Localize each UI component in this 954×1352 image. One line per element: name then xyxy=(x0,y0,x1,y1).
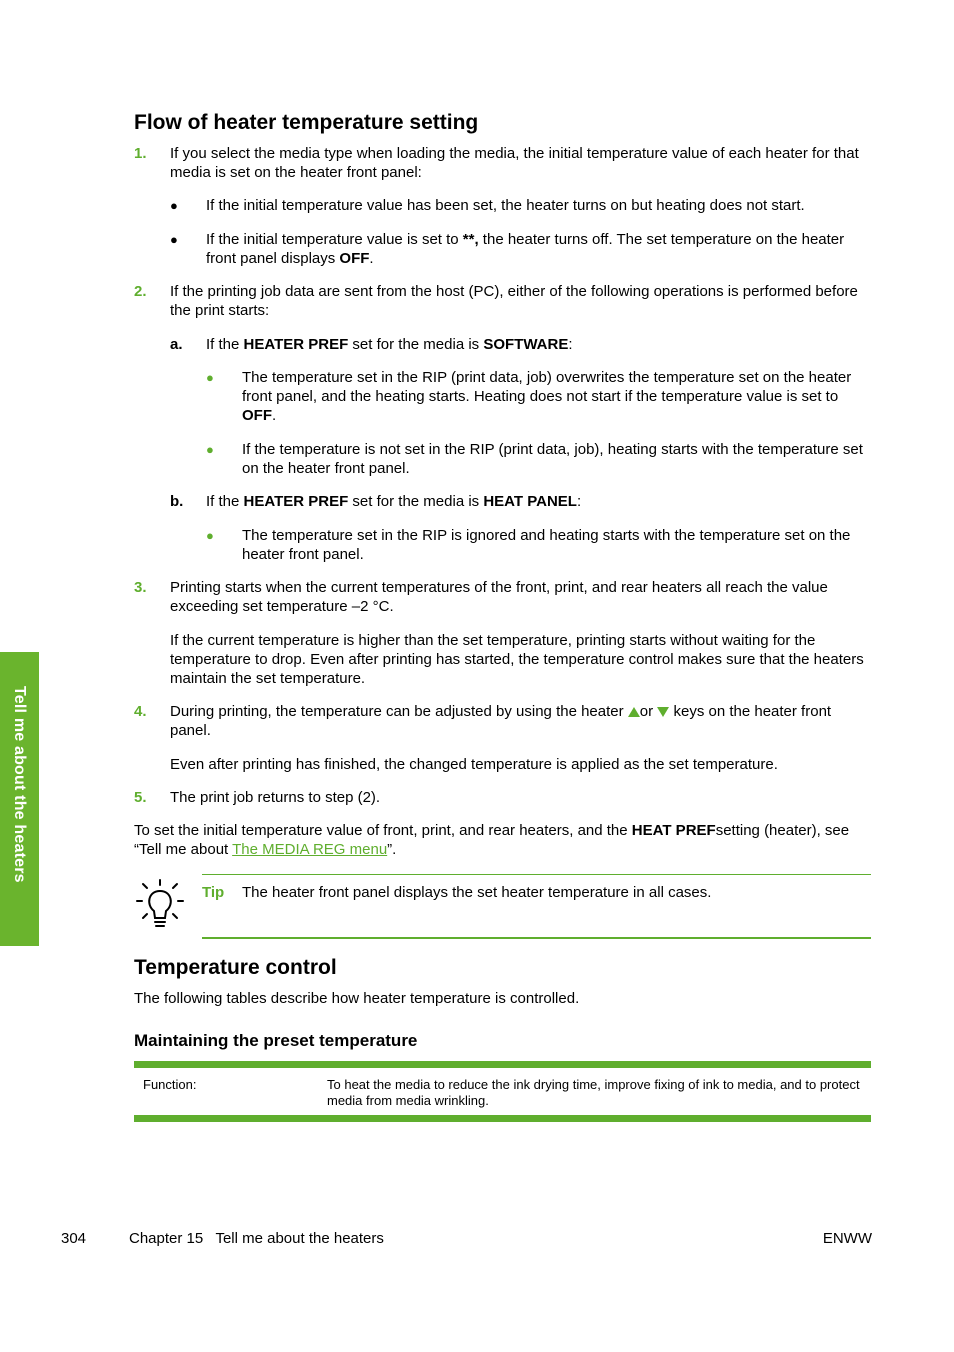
side-tab-label: Tell me about the heaters xyxy=(11,686,28,883)
tip-text: The heater front panel displays the set heater temperature in all cases. xyxy=(242,884,712,901)
step-number-5: 5. xyxy=(134,789,147,806)
media-reg-menu-link[interactable]: The MEDIA REG menu xyxy=(232,841,388,858)
tip-label: Tip xyxy=(202,884,225,901)
green-bullet-icon: ● xyxy=(206,370,214,385)
step-number-4: 4. xyxy=(134,703,147,720)
step-number-1: 1. xyxy=(134,145,147,162)
down-arrow-key-icon xyxy=(657,707,669,717)
green-bullet-icon: ● xyxy=(206,528,214,543)
step-1-bullet-1: If the initial temperature value has been set, the heater turns on but heating does not start. xyxy=(206,197,805,214)
table-top-rule xyxy=(134,1061,871,1068)
step-2-text: If the printing job data are sent from the host (PC), either of the following operations is performed before the print starts: xyxy=(170,283,858,319)
up-arrow-key-icon xyxy=(628,707,640,717)
step-3-text: Printing starts when the current temperatures of the front, print, and rear heaters all reach the value exceeding set temperature –2 °C. xyxy=(170,579,828,615)
substep-b-bullet-1: The temperature set in the RIP is ignored and heating starts with the temperature set on the heater front panel. xyxy=(242,527,851,563)
bullet-icon: ● xyxy=(170,198,178,213)
step-3-paragraph: If the current temperature is higher than the set temperature, printing starts without waiting for the temperature to drop. Even after printing has started, the temperature control makes sure that the heaters maintain the set temperature. xyxy=(170,632,864,687)
substep-b-text: If the HEATER PREF set for the media is HEAT PANEL: xyxy=(206,493,582,510)
table-row-value: To heat the media to reduce the ink drying time, improve fixing of ink to media, and to protect media from media wrinkling. xyxy=(327,1077,860,1108)
step-1-bullet-2: If the initial temperature value is set to **, the heater turns off. The set temperature on the heater front panel displays OFF. xyxy=(206,231,845,267)
green-bullet-icon: ● xyxy=(206,442,214,457)
closing-paragraph: To set the initial temperature value of front, print, and rear heaters, and the HEAT PREFsetting (heater), see “Tell me about The MEDIA REG menu”. xyxy=(134,822,850,858)
footer-chapter: Chapter 15 Tell me about the heaters xyxy=(129,1230,384,1247)
section-title-temperature-control: Temperature control xyxy=(134,956,337,979)
step-5-text: The print job returns to step (2). xyxy=(170,789,381,806)
section-title-flow: Flow of heater temperature setting xyxy=(134,111,479,134)
substep-a-text: If the HEATER PREF set for the media is SOFTWARE: xyxy=(206,336,573,353)
lightbulb-icon xyxy=(134,877,188,931)
step-number-2: 2. xyxy=(134,283,147,300)
tip-top-rule xyxy=(202,874,871,875)
subsection-title: Maintaining the preset temperature xyxy=(134,1031,418,1050)
substep-a-bullet-1: The temperature set in the RIP (print data, job) overwrites the temperature set on the heater front panel, and the heating starts. Heating does not start if the temperature value is set to OFF. xyxy=(242,369,852,424)
bullet-icon: ● xyxy=(170,232,178,247)
footer-right-label: ENWW xyxy=(822,1230,872,1247)
substep-a-bullet-2: If the temperature is not set in the RIP (print data, job), heating starts with the temperature set on the heater front panel. xyxy=(242,441,863,477)
table-bottom-rule xyxy=(134,1115,871,1122)
tip-bottom-rule xyxy=(202,937,871,939)
substep-label-b: b. xyxy=(170,493,184,510)
step-1-text: If you select the media type when loading the media, the initial temperature value of each heater for that media is set on the heater front panel: xyxy=(170,145,859,181)
substep-label-a: a. xyxy=(170,336,183,353)
step-4-text: During printing, the temperature can be adjusted by using the heater or keys on the heater front panel. xyxy=(170,703,832,739)
table-row-label: Function: xyxy=(143,1077,197,1092)
step-number-3: 3. xyxy=(134,579,147,596)
page-number: 304 xyxy=(61,1230,87,1247)
step-4-paragraph: Even after printing has finished, the changed temperature is applied as the set temperature. xyxy=(170,756,778,773)
section-2-intro: The following tables describe how heater temperature is controlled. xyxy=(134,990,580,1007)
